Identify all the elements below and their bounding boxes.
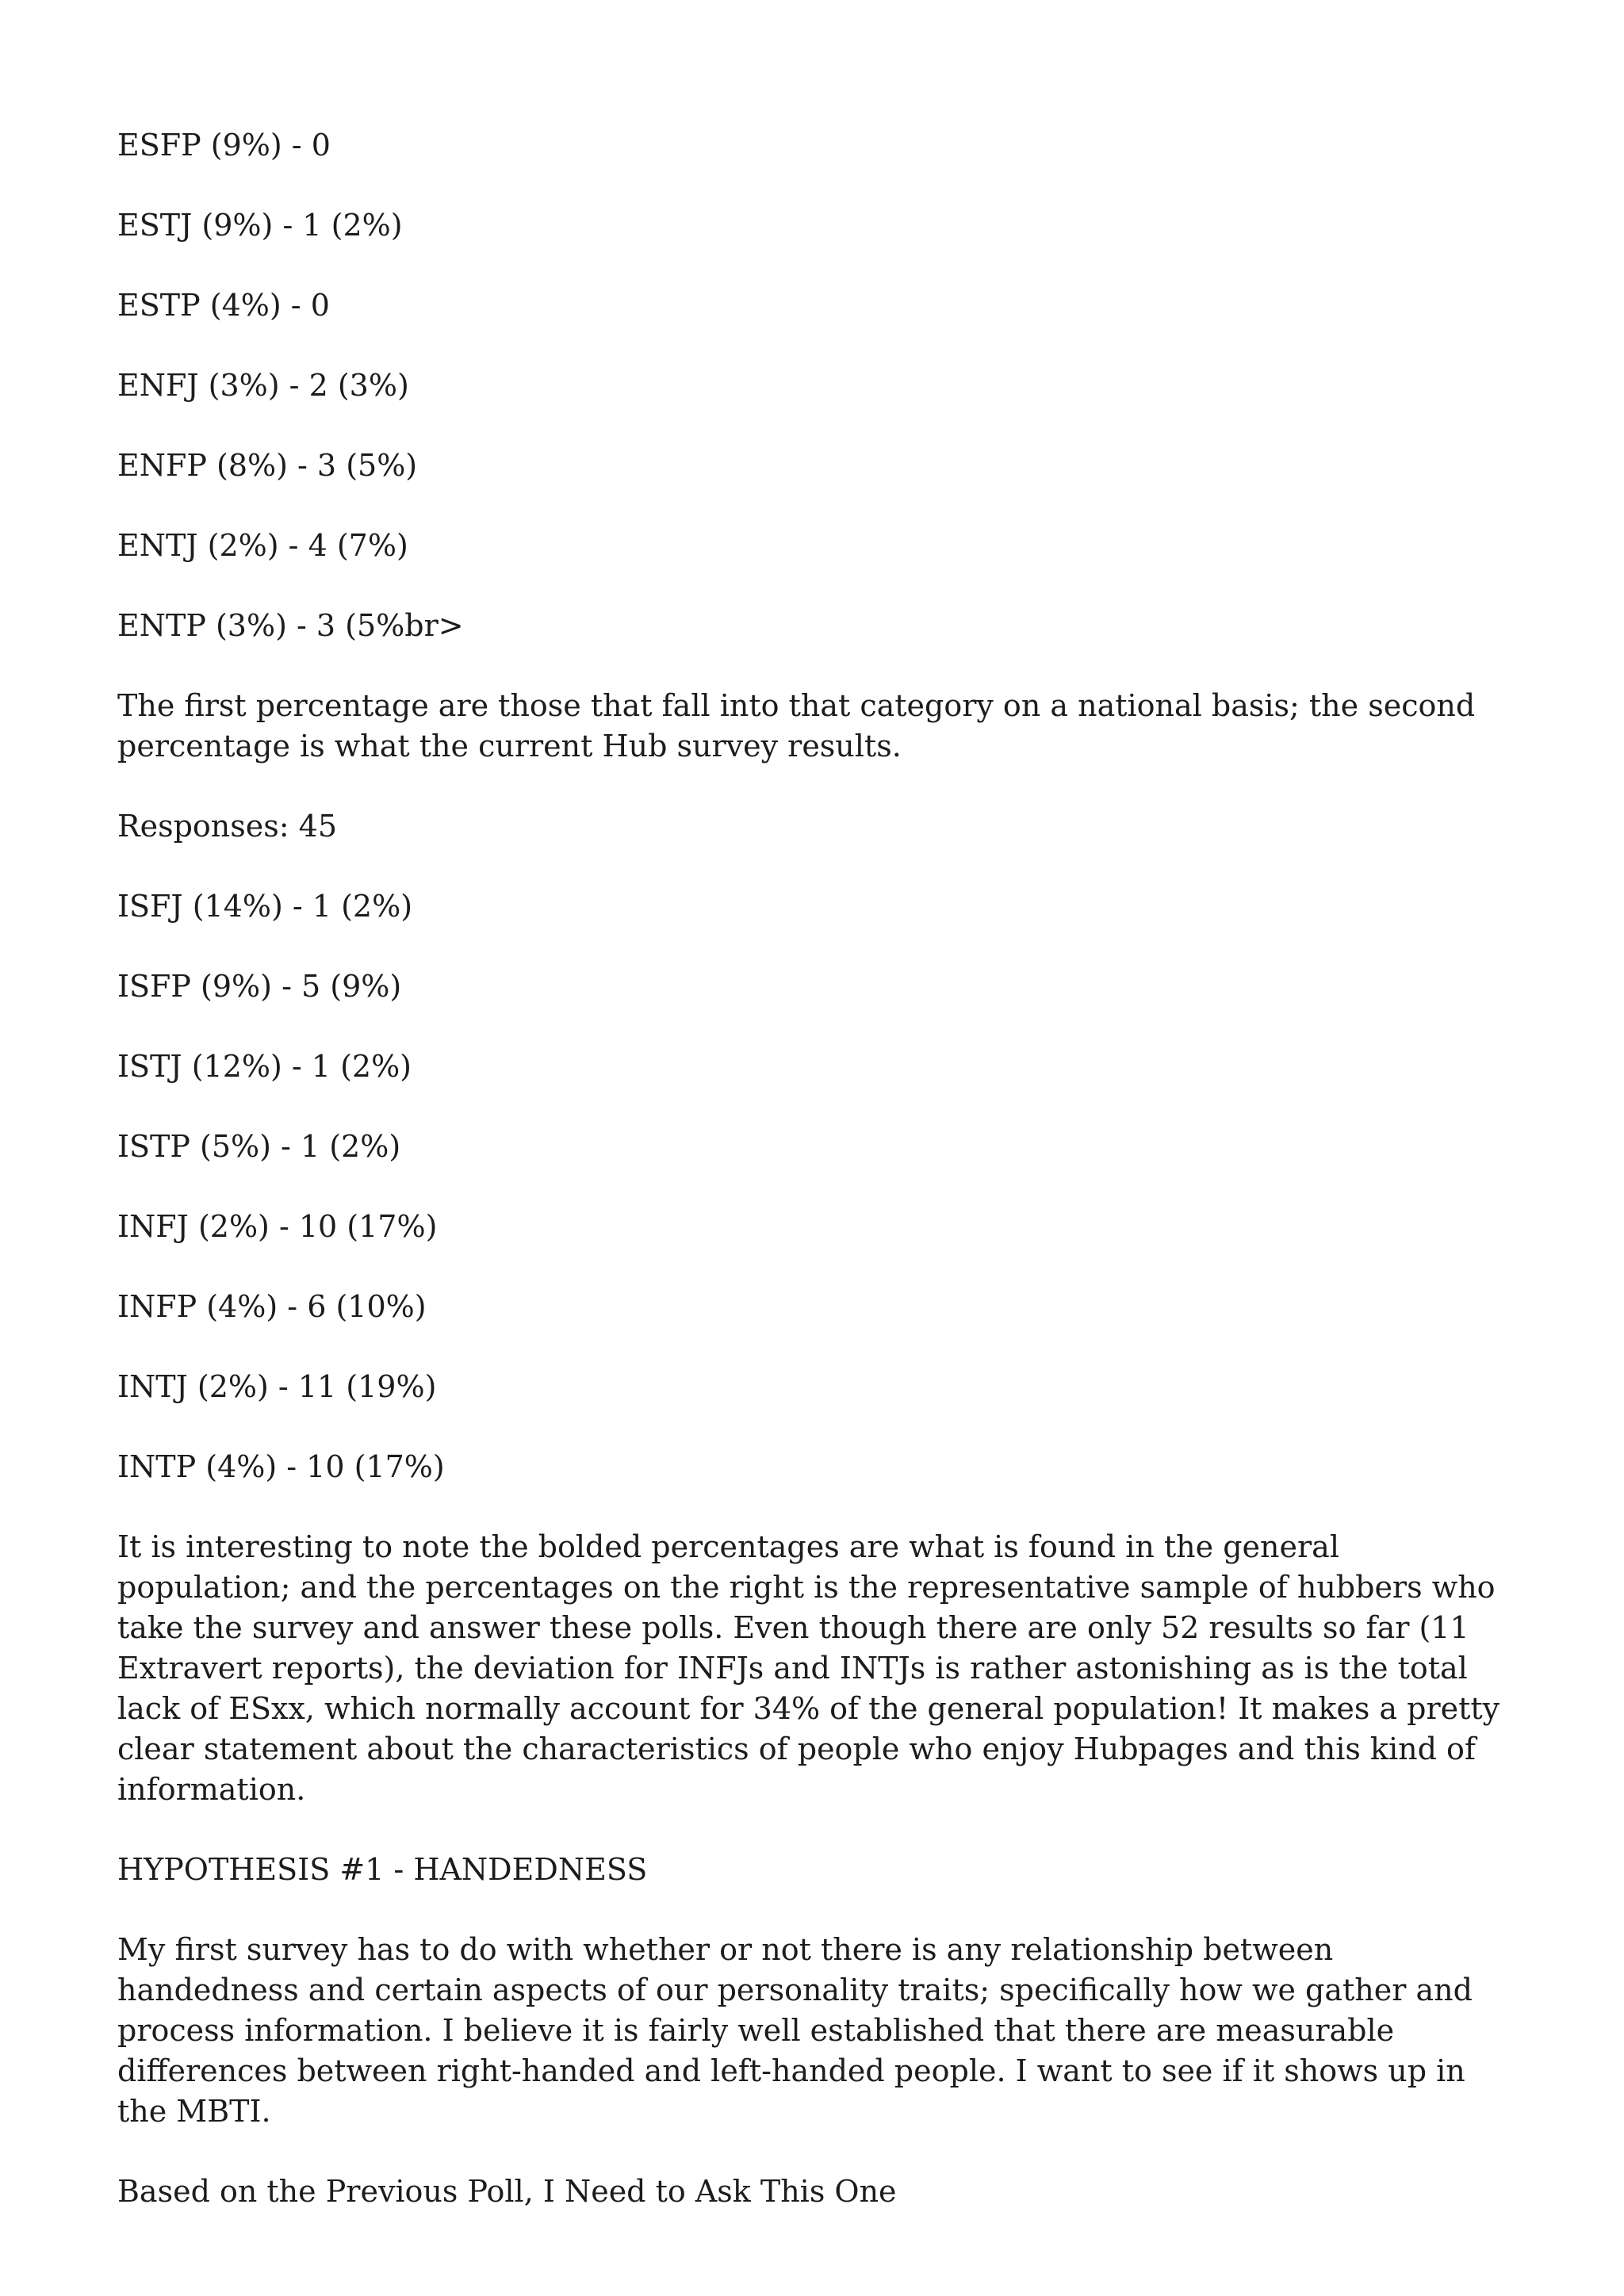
analysis-paragraph: It is interesting to note the bolded percentages are what is found in the general population; and the percentages on the right is the representative sample of hubbers who take the survey and answer these polls. Even though there are only 52 results so far (11 Extravert reports), the deviation for INFJs and INTJs is rather astonishing as is the total lack of ESxx, which normally account for 34% of the general population! It makes a pretty clear statement about the characteristics of people who enjoy Hubpages and this kind of information. xyxy=(117,1529,1500,1807)
type-line-estp: ESTP (4%) - 0 xyxy=(117,288,330,323)
document-page xyxy=(117,125,1513,2252)
type-line-isfj: ISFJ (14%) - 1 (2%) xyxy=(117,889,413,924)
explanation-paragraph: The first percentage are those that fall into that category on a national basis; the second percentage is what the current Hub survey results. xyxy=(117,688,1476,763)
type-line-intj: INTJ (2%) - 11 (19%) xyxy=(117,1369,437,1404)
type-line-esfp: ESFP (9%) - 0 xyxy=(117,128,331,163)
type-line-entp: ENTP (3%) - 3 (5%br> xyxy=(117,608,464,643)
type-line-istp: ISTP (5%) - 1 (2%) xyxy=(117,1129,401,1164)
type-line-enfj: ENFJ (3%) - 2 (3%) xyxy=(117,368,409,403)
hypothesis-heading: HYPOTHESIS #1 - HANDEDNESS xyxy=(117,1852,648,1887)
type-line-entj: ENTJ (2%) - 4 (7%) xyxy=(117,528,408,563)
type-line-enfp: ENFP (8%) - 3 (5%) xyxy=(117,448,418,483)
type-line-infp: INFP (4%) - 6 (10%) xyxy=(117,1289,427,1324)
type-line-infj: INFJ (2%) - 10 (17%) xyxy=(117,1209,438,1244)
poll-title: Based on the Previous Poll, I Need to Ask This One xyxy=(117,2174,897,2209)
hypothesis-paragraph: My first survey has to do with whether or not there is any relationship between handedness and certain aspects of our personality traits; specifically how we gather and process information. I believe it is fairly well established that there are measurable differences between right-handed and left-handed people. I want to see if it shows up in the MBTI. xyxy=(117,1932,1473,2129)
type-line-estj: ESTJ (9%) - 1 (2%) xyxy=(117,208,403,243)
type-line-istj: ISTJ (12%) - 1 (2%) xyxy=(117,1049,412,1084)
type-line-isfp: ISFP (9%) - 5 (9%) xyxy=(117,969,402,1004)
responses-count: Responses: 45 xyxy=(117,809,338,844)
type-line-intp: INTP (4%) - 10 (17%) xyxy=(117,1449,445,1484)
